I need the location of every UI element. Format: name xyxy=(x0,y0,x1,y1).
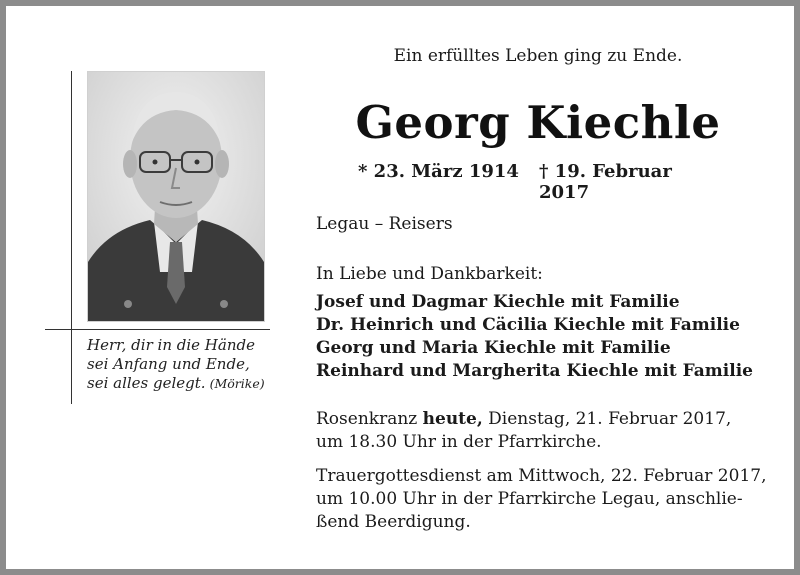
quote-line-3-text: sei alles gelegt. xyxy=(87,374,206,392)
portrait-photo xyxy=(87,71,265,322)
rosary-line-2: um 18.30 Uhr in der Pfarrkirche. xyxy=(316,432,602,452)
family-member: Reinhard und Margherita Kiechle mit Familie xyxy=(316,361,753,381)
death-date: † 19. Februar 2017 xyxy=(539,161,672,203)
quote-author: (Mörike) xyxy=(209,376,265,391)
memorial-quote xyxy=(87,336,287,393)
quote-line-1: Herr, dir in die Hände xyxy=(87,336,255,354)
birth-date: * 23. März 1914 xyxy=(358,161,519,182)
family-member: Georg und Maria Kiechle mit Familie xyxy=(316,338,671,358)
quote-line-2: sei Anfang und Ende, xyxy=(87,355,250,373)
dedication-line: In Liebe und Dankbarkeit: xyxy=(316,264,543,284)
family-list xyxy=(316,291,753,383)
rosary-line-1 xyxy=(316,408,776,431)
horizontal-rule xyxy=(45,329,270,330)
rosary-pre: Rosenkranz xyxy=(316,409,423,429)
mass-line-1: Trauergottesdienst am Mittwoch, 22. Februar 2017, xyxy=(316,466,767,486)
family-member: Josef und Dagmar Kiechle mit Familie xyxy=(316,292,680,312)
deceased-name: Georg Kiechle xyxy=(355,96,721,149)
mass-line-2: um 10.00 Uhr in der Pfarrkirche Legau, anschlie- xyxy=(316,489,743,509)
family-member: Dr. Heinrich und Cäcilia Kiechle mit Familie xyxy=(316,315,740,335)
place-line: Legau – Reisers xyxy=(316,214,453,234)
rosary-post: Dienstag, 21. Februar 2017, xyxy=(482,409,732,429)
funeral-mass-notice xyxy=(316,465,776,534)
intro-line: Ein erfülltes Leben ging zu Ende. xyxy=(393,46,683,66)
quote-line-3 xyxy=(87,374,287,393)
mass-line-3: ßend Beerdigung. xyxy=(316,512,471,532)
rosary-notice xyxy=(316,408,776,454)
rosary-today: heute, xyxy=(422,409,483,429)
vertical-rule xyxy=(71,71,72,404)
